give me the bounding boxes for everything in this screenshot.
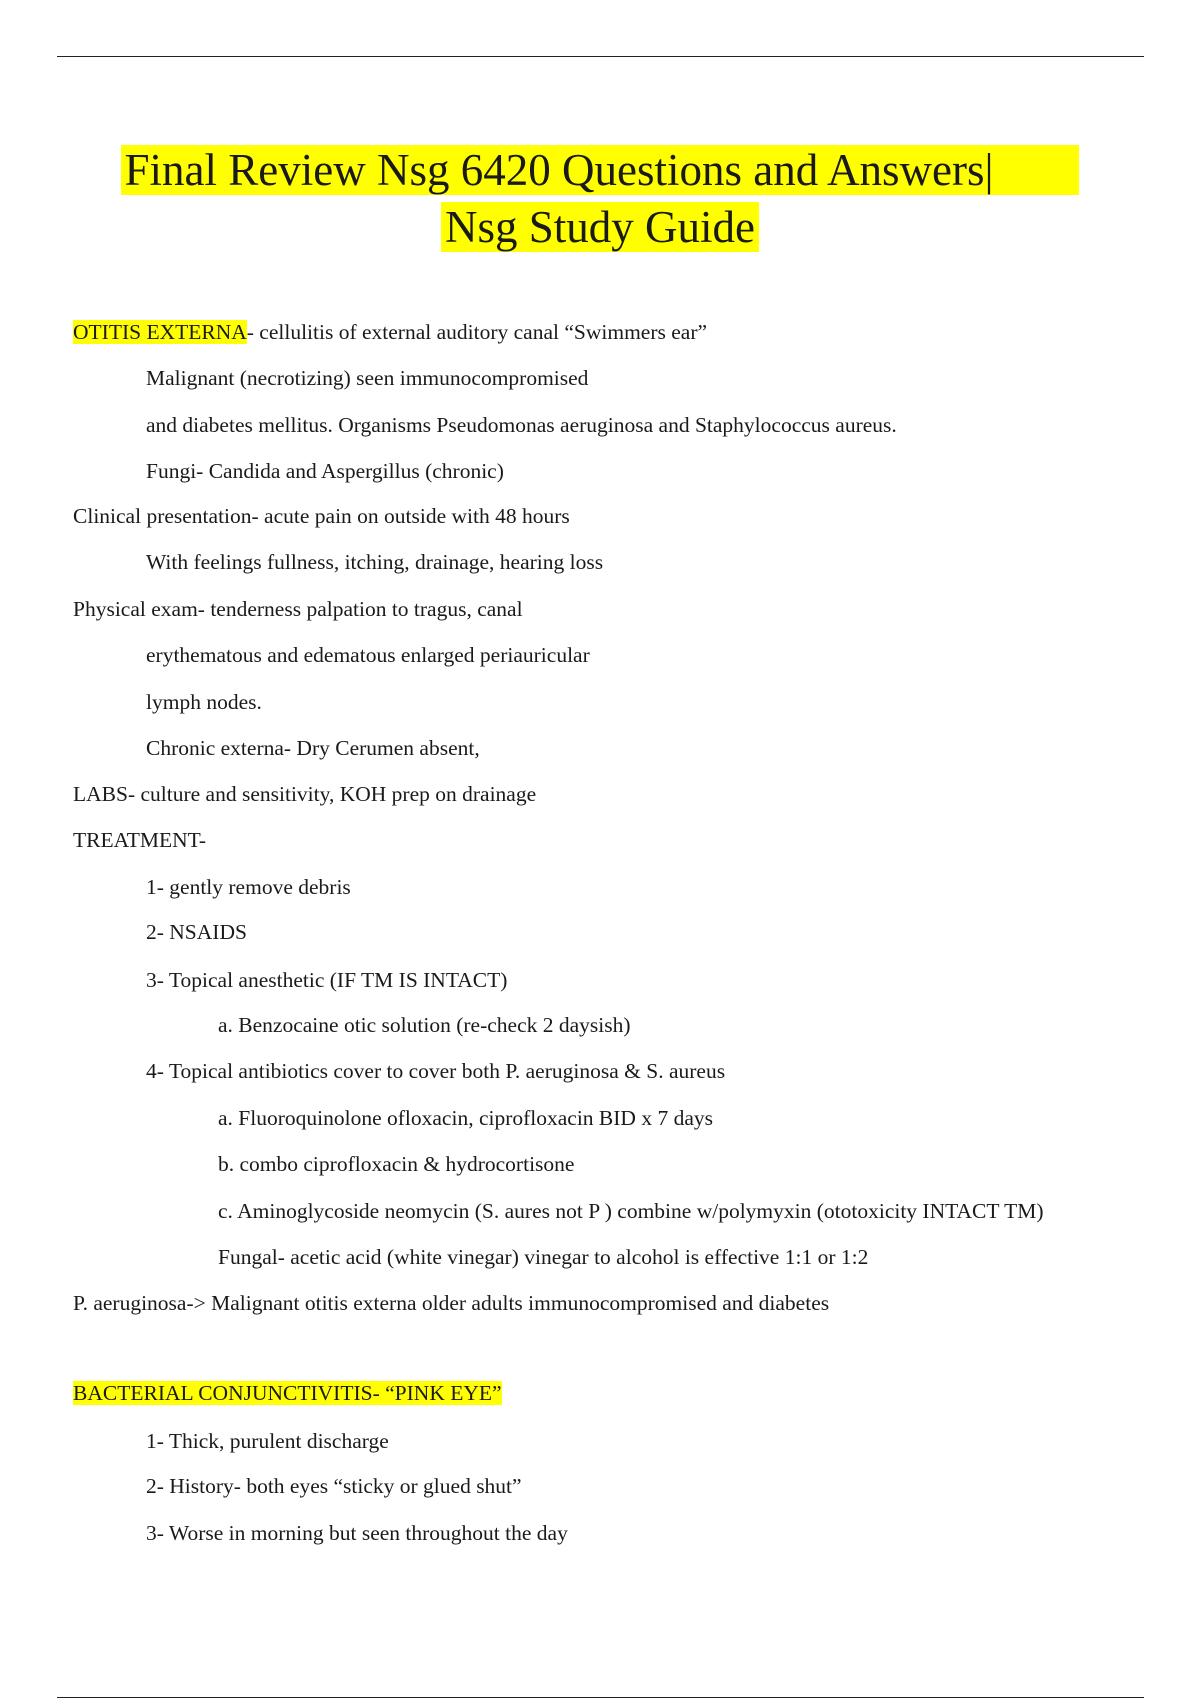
title-highlight-2: Nsg Study Guide [441,202,759,252]
text-line: lymph nodes. [146,690,262,714]
document-title-line-1 [0,142,1200,198]
list-item: 1- Thick, purulent discharge [146,1429,389,1453]
list-item: 2- History- both eyes “sticky or glued shut” [146,1474,522,1498]
sub-list-item: a. Benzocaine otic solution (re-check 2 daysish) [218,1013,631,1037]
section-heading-conjunctivitis [73,1379,502,1407]
bottom-rule [57,1697,1144,1698]
heading-highlight-otitis: OTITIS EXTERNA [73,320,247,344]
text-line: Malignant (necrotizing) seen immunocompromised [146,366,589,390]
text-line: LABS- culture and sensitivity, KOH prep on drainage [73,782,537,806]
sub-list-item: Fungal- acetic acid (white vinegar) vinegar to alcohol is effective 1:1 or 1:2 [218,1245,869,1269]
list-item: 1- gently remove debris [146,875,351,899]
text-line: P. aeruginosa-> Malignant otitis externa older adults immunocompromised and diabetes [73,1291,830,1315]
top-rule [57,56,1144,57]
list-item: 3- Topical anesthetic (IF TM IS INTACT) [146,968,508,992]
sub-list-item: c. Aminoglycoside neomycin (S. aures not P ) combine w/polymyxin (ototoxicity INTACT TM) [218,1199,1044,1223]
heading-highlight-conjunctivitis: BACTERIAL CONJUNCTIVITIS- “PINK EYE” [73,1381,502,1405]
text-line: erythematous and edematous enlarged periauricular [146,643,590,667]
list-item: 4- Topical antibiotics cover to cover both P. aeruginosa & S. aureus [146,1059,726,1083]
section-heading-otitis [73,318,707,346]
sub-list-item: a. Fluoroquinolone ofloxacin, ciprofloxacin BID x 7 days [218,1106,713,1130]
text-line: Physical exam- tenderness palpation to tragus, canal [73,597,523,621]
sub-list-item: b. combo ciprofloxacin & hydrocortisone [218,1152,575,1176]
text-line: With feelings fullness, itching, drainage, hearing loss [146,550,604,574]
text-line: Fungi- Candida and Aspergillus (chronic) [146,459,504,483]
document-title-line-2 [0,199,1200,255]
text-line: and diabetes mellitus. Organisms Pseudomonas aeruginosa and Staphylococcus aureus. [146,413,897,437]
title-highlight-1: Final Review Nsg 6420 Questions and Answers| [121,145,1080,195]
list-item: 3- Worse in morning but seen throughout the day [146,1521,568,1545]
list-item: 2- NSAIDS [146,920,247,944]
text-line: Chronic externa- Dry Cerumen absent, [146,736,480,760]
text-line: Clinical presentation- acute pain on outside with 48 hours [73,504,570,528]
heading-description: - cellulitis of external auditory canal “Swimmers ear” [246,320,708,344]
text-line: TREATMENT- [73,828,206,852]
